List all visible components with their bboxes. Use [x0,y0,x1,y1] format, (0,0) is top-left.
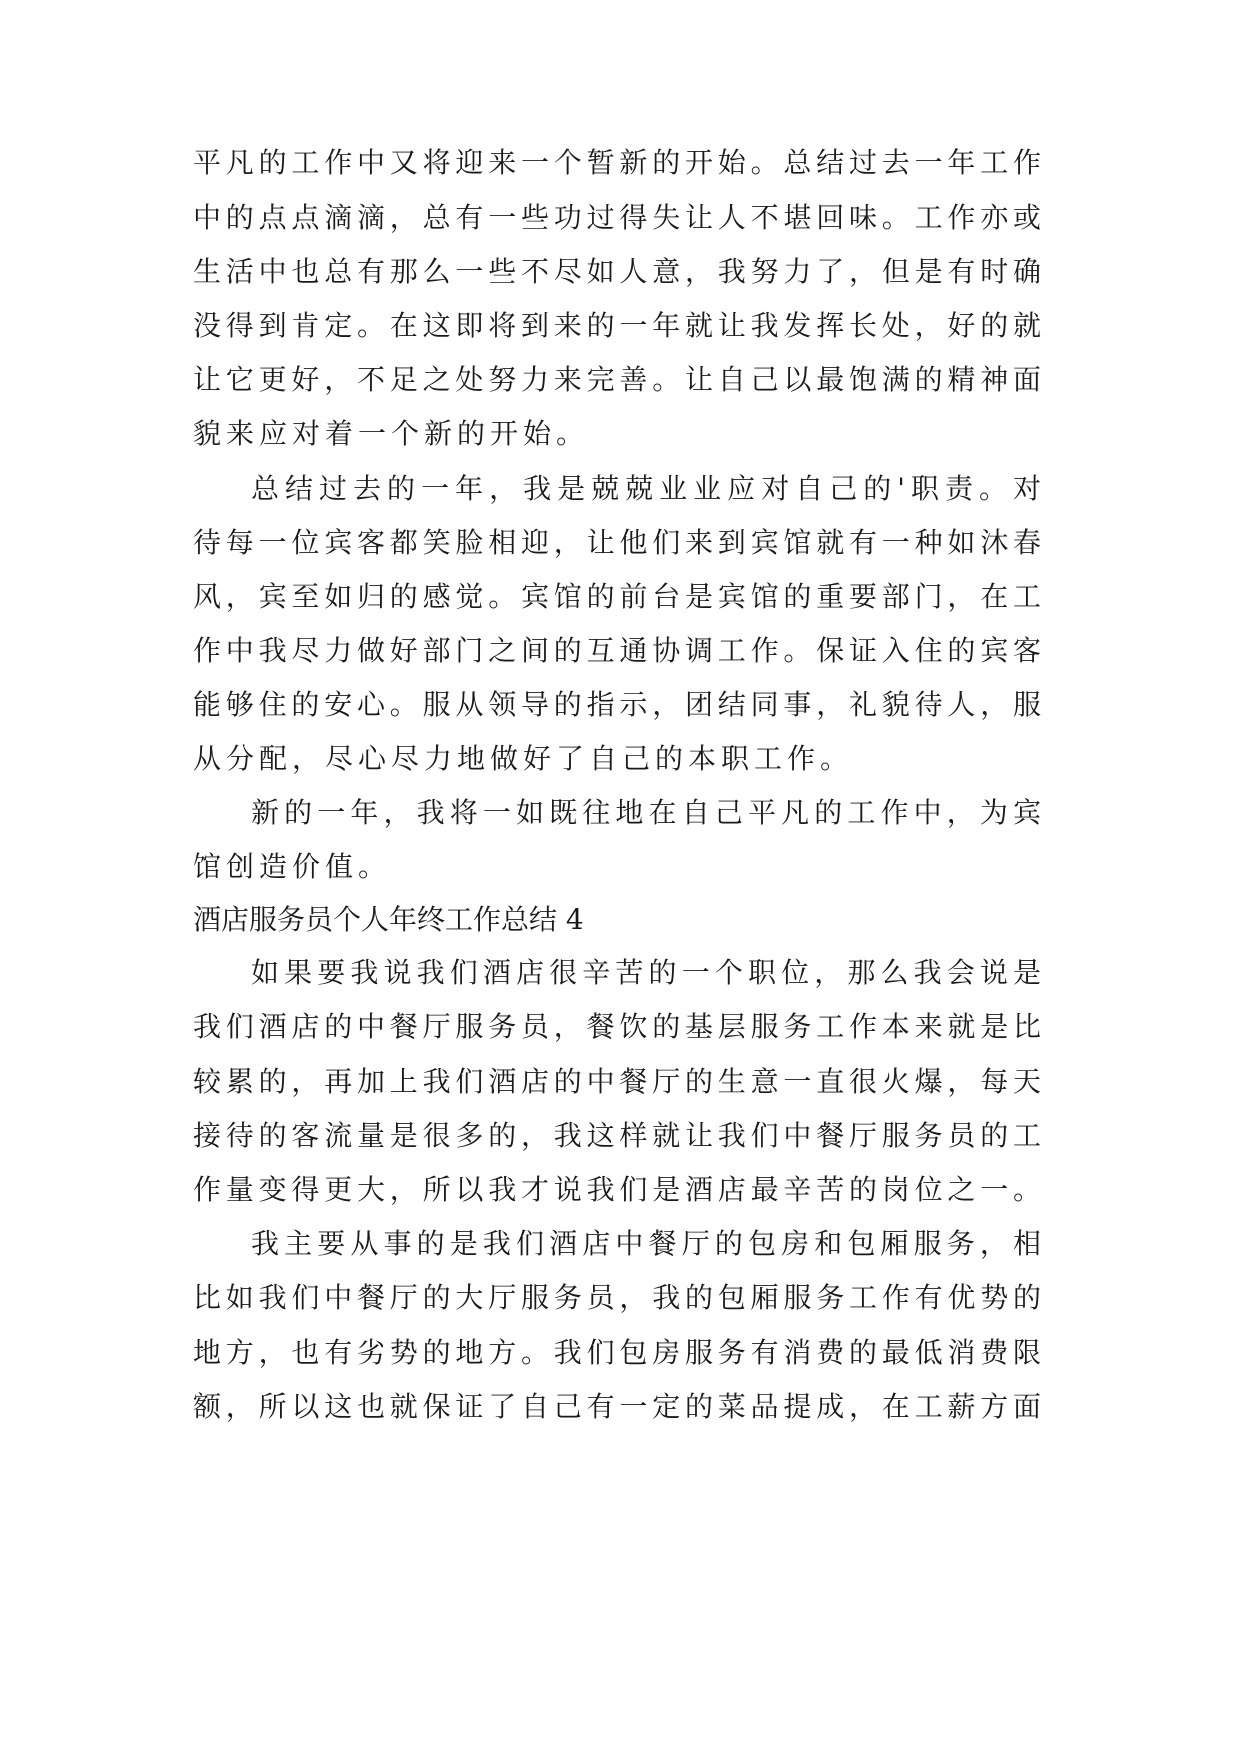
paragraph-1-line-1: 平凡的工作中又将迎来一个暂新的开始。总结过去一年工作 [193,146,1041,179]
paragraph-1-line-3: 生活中也总有那么一些不尽如人意，我努力了，但是有时确 [193,255,1041,288]
paragraph-5-line-1: 我主要从事的是我们酒店中餐厅的包房和包厢服务，相 [251,1227,1041,1260]
paragraph-5-line-4: 额，所以这也就保证了自己有一定的菜品提成，在工薪方面 [193,1390,1041,1423]
paragraph-2-line-2: 待每一位宾客都笑脸相迎，让他们来到宾馆就有一种如沐春 [193,526,1041,559]
paragraph-4-line-4: 接待的客流量是很多的，我这样就让我们中餐厅服务员的工 [193,1119,1041,1152]
paragraph-2-line-4: 作中我尽力做好部门之间的互通协调工作。保证入住的宾客 [193,634,1041,667]
paragraph-2-line-1: 总结过去的一年，我是兢兢业业应对自己的'职责。对 [251,472,1041,505]
paragraph-5-line-2: 比如我们中餐厅的大厅服务员，我的包厢服务工作有优势的 [193,1281,1041,1314]
paragraph-1-line-2: 中的点点滴滴，总有一些功过得失让人不堪回味。工作亦或 [193,201,1041,234]
paragraph-3-line-2: 馆创造价值。 [193,850,392,883]
paragraph-4-line-5: 作量变得更大，所以我才说我们是酒店最辛苦的岗位之一。 [193,1173,1041,1206]
paragraph-2-line-5: 能够住的安心。服从领导的指示，团结同事，礼貌待人，服 [193,688,1041,721]
paragraph-4-line-3: 较累的，再加上我们酒店的中餐厅的生意一直很火爆，每天 [193,1065,1041,1098]
paragraph-2-line-6: 从分配，尽心尽力地做好了自己的本职工作。 [193,742,854,775]
section-heading: 酒店服务员个人年终工作总结 4 [193,903,584,936]
paragraph-1-line-4: 没得到肯定。在这即将到来的一年就让我发挥长处，好的就 [193,309,1041,342]
paragraph-5-line-3: 地方，也有劣势的地方。我们包房服务有消费的最低消费限 [193,1336,1041,1369]
paragraph-4-line-1: 如果要我说我们酒店很辛苦的一个职位，那么我会说是 [251,956,1041,989]
paragraph-1-line-6: 貌来应对着一个新的开始。 [193,417,590,450]
paragraph-2-line-3: 风，宾至如归的感觉。宾馆的前台是宾馆的重要部门，在工 [193,580,1041,613]
paragraph-1-line-5: 让它更好，不足之处努力来完善。让自己以最饱满的精神面 [193,363,1041,396]
paragraph-4-line-2: 我们酒店的中餐厅服务员，餐饮的基层服务工作本来就是比 [193,1010,1041,1043]
paragraph-3-line-1: 新的一年，我将一如既往地在自己平凡的工作中，为宾 [251,796,1041,829]
